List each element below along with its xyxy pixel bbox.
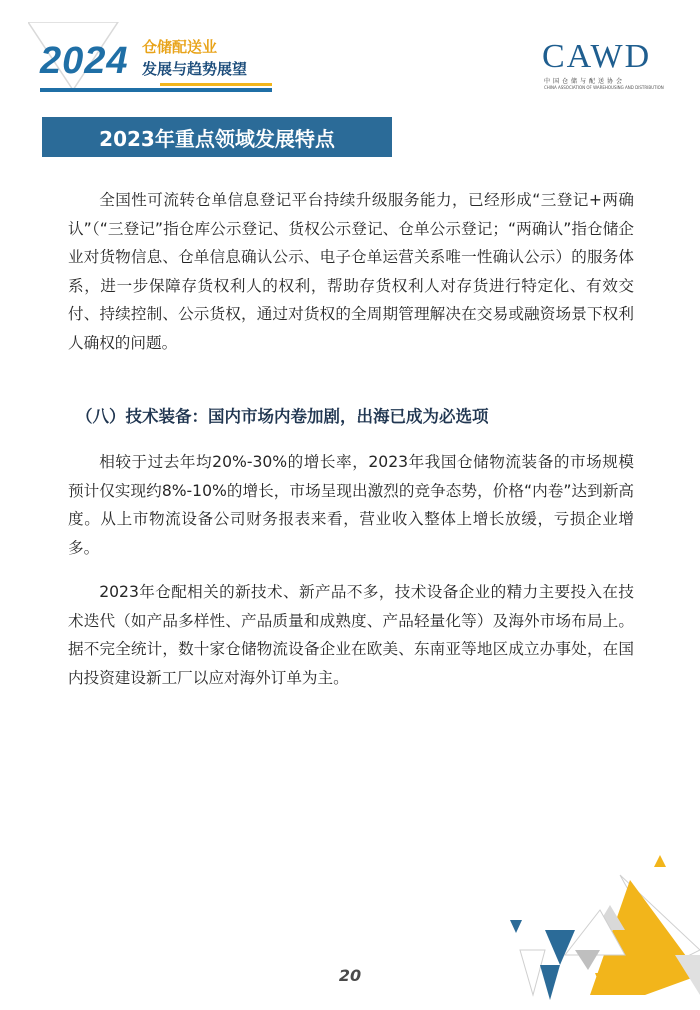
section-banner: 2023年重点领域发展特点 [42,117,392,157]
page-number: 20 [338,966,362,985]
subheading-technical-equipment: （八）技术装备：国内市场内卷加剧，出海已成为必选项 [76,407,489,426]
header-year: 2024 [40,40,129,82]
page-header [0,0,700,100]
cawd-logo-chinese: 中国仓储与配送协会 [544,78,626,85]
cawd-logo: CAWD [542,38,652,75]
header-title-line1: 仓储配送业 [142,38,218,56]
header-accent-rule [160,83,272,86]
paragraph-market-growth: 相较于过去年均20%-30%的增长率，2023年我国仓储物流装备的市场规模预计仅实现约8%-10%的增长，市场呈现出激烈的竞争态势，价格“内卷”达到新高度。从上市物流设备公司财务报表来看，营业收入整体上增长放缓，亏损企业增多。 [68,453,634,557]
corner-triangle-decoration [500,855,700,1010]
paragraph-warehouse-receipt: 全国性可流转仓单信息登记平台持续升级服务能力，已经形成“三登记+两确认”（“三登记”指仓库公示登记、货权公示登记、仓单公示登记；“两确认”指仓储企业对货物信息、仓单信息确认公示、电子仓单运营关系唯一性确认公示）的服务体系，进一步保障存货权利人的权利，帮助存货权利人对存货进行特定化、有效交付、持续控制、公示货权，通过对货权的全周期管理解决在交易或融资场景下权利人确权的问题。 [68,191,634,352]
paragraph-overseas-expansion: 2023年仓配相关的新技术、新产品不多，技术设备企业的精力主要投入在技术迭代（如产品多样性、产品质量和成熟度、产品轻量化等）及海外市场布局上。据不完全统计，数十家仓储物流设备企业在欧美、东南亚等地区成立办事处，在国内投资建设新工厂以应对海外订单为主。 [68,583,634,687]
header-title-line2: 发展与趋势展望 [142,60,248,78]
header-rule [40,88,272,92]
cawd-logo-english: CHINA ASSOCIATION OF WAREHOUSING AND DISTRIBUTION [544,85,664,90]
